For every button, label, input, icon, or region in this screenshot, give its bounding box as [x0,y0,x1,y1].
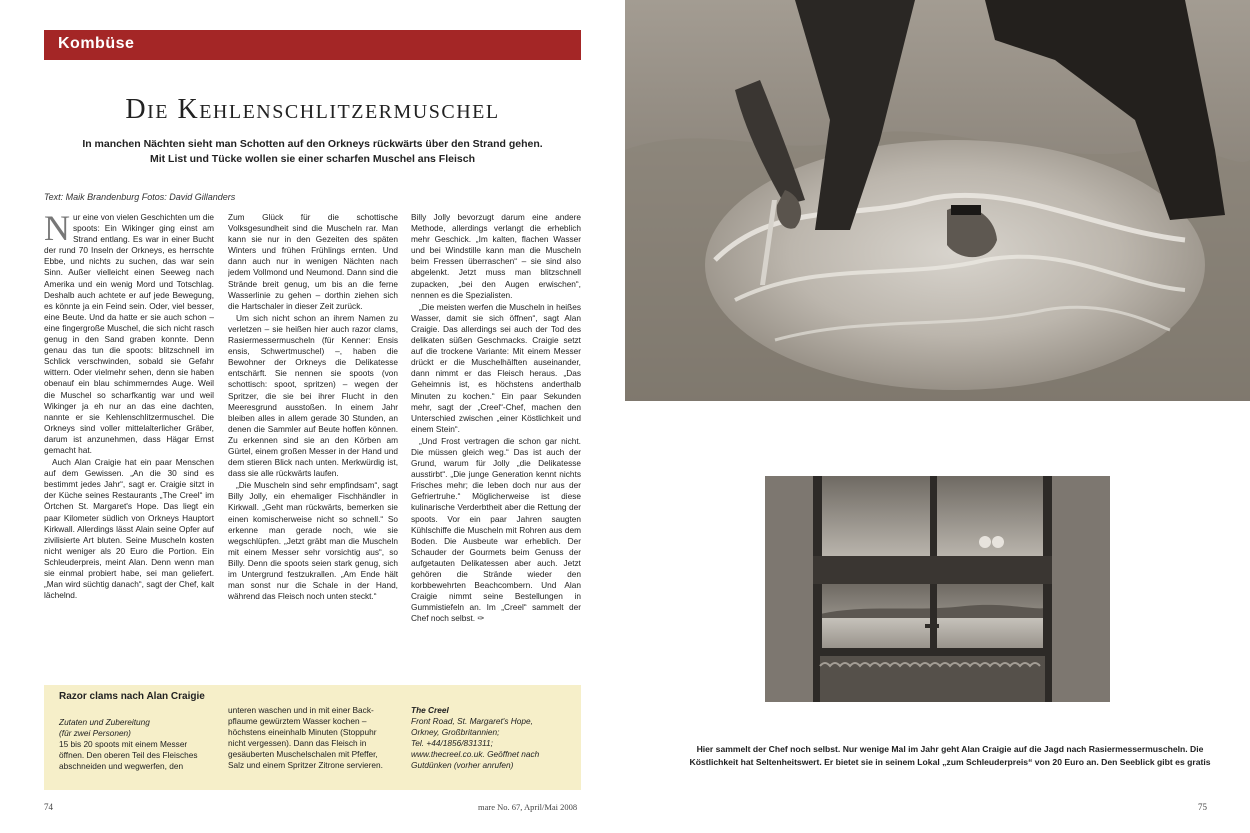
recipe-box [44,685,581,790]
deck-line: Mit List und Tücke wollen sie einer scharfen Muschel ans Fleisch [149,153,475,165]
caption-line: Köstlichkeit hat Seltenheitswert. Er bietet sie in seinem Lokal „zum Schleuderpreis“ von 20 Euro an. Den Seeblick gibt es gratis [689,757,1211,767]
restaurant-line: Tel. +44/1856/831311; [411,738,493,749]
restaurant-line: Front Road, St. Margaret's Hope, [411,716,533,727]
section-label: Kombüse [58,35,135,52]
article-deck [44,137,581,167]
page-number-right: 75 [1198,802,1207,812]
photo-window-seaview-image [765,476,1110,702]
recipe-line: höchstens eineinhalb Minuten (Stoppuhr [228,727,377,738]
photo-clam-hunter-image [625,0,1250,401]
photo-window-seaview [765,476,1110,702]
section-banner [44,30,581,60]
recipe-servings: (für zwei Personen) [59,728,131,739]
restaurant-name: The Creel [411,705,449,715]
restaurant-line: Gutdünken (vorher anrufen) [411,760,514,771]
recipe-line: Salz und einem Spritzer Zitrone servieren. [228,760,383,771]
text-column-3 [411,212,581,680]
drop-cap: N [44,212,70,248]
deck-line: In manchen Nächten sieht man Schotten auf den Orkneys rückwärts über den Strand gehen. [82,138,543,150]
caption-line: Hier sammelt der Chef noch selbst. Nur wenige Mal im Jahr geht Alan Craigie auf die Jagd nach Rasiermessermuscheln. Die [696,744,1204,754]
restaurant-info [411,705,581,772]
right-page [625,0,1250,833]
paragraph: „Die meisten werfen die Muscheln in heißes Wasser, damit sie sich öffnen“, sagt Alan Craigie. Das allerdings sei auch der Tod des delikaten süßen Geschmacks. Craigie setzt auf die trockene Variante: Mit einem Messer drückt er die Muschelhälften auseinander, dann nimmt er das Fleisch heraus. „Das Geheimnis ist, es höchstens anderthalb Minuten zu kochen.“ Ein paar Sekunden mehr, sagt der „Creel“-Chef, machen den Unterschied zwischen „einer Köstlichkeit und einem Stein“. [411,301,581,434]
restaurant-line: Orkney, Großbritannien; [411,727,500,738]
paragraph: Zum Glück für die schottische Volksgesundheit sind die Muscheln rar. Man kann sie nur in den Gezeiten des späten Winters und frühen Frühlings ernten. Und dann auch nur in wenigen Nächten nach jedem Vollmond und Neumond. Dann sind die Strände breit genug, um bis an die ferne Wasserlinie zu gehen – dorthin ziehen sich die Hartschaler in dieser Zeit zurück. [228,212,398,311]
recipe-line: abschneiden und wegwerfen, den [59,761,184,772]
recipe-line: 15 bis 20 spoots mit einem Messer [59,739,188,750]
paragraph: Um sich nicht schon an ihrem Namen zu verletzen – sie heißen hier auch razor clams, Rasiermessermuscheln (für Kenner: Ensis ensis, Schwertmuschel) –, haben die Bewohner der Orkneys die Delikatesse entschärft. Sie nennen sie spoots (von schottisch: spoot, spritzen) – wegen der Spritzer, die sie bei ihrer Flucht in den Meeresgrund ausstoßen. In einem Jahr bleiben alles in allem gerade 30 Stunden, an denen die Sammler auf Beute hoffen können. Zu erkennen sind sie an den Körben am Gürtel, einem großen Messer in der Hand und dem stieren Blick nach unten. Merkwürdig ist, dass sie alle rückwärts laufen. [228,312,398,479]
recipe-subtitle: Zutaten und Zubereitung [59,717,150,727]
paragraph: Auch Alan Craigie hat ein paar Menschen auf dem Gewissen. „An die 30 sind es bestimmt jedes Jahr“, sagt er. Craigie sitzt in der Küche seines Restaurants „The Creel“ im Örtchen St. Margaret's Hope. Das liegt ein paar Kilometer südlich von Orkneys Hauptort Kirkwall. Allerdings lässt Alain seine Opfer auf zivilisierte Art bluten. Seine Muscheln kosten nicht weniger als 20 Euro die Portion. Ein Schleuderpreis, meint Alan. Denn wenn man sie einmal probiert habe, sei man geliefert. „Man wird süchtig danach“, sagt der Chef, kalt lächelnd. [44,457,214,601]
recipe-line: gesäuberten Muschelschalen mit Pfeffer, [228,749,378,760]
photo-caption [655,743,1245,769]
article-headline: Die Kehlenschlitzermuschel [125,94,500,125]
paragraph [44,212,214,456]
paragraph: „Und Frost vertragen die schon gar nicht. Die müssen gleich weg.“ Das ist auch der Grund, warum für Jolly „die Delikatesse ausstirbt“. „Die junge Generation kennt nichts Frisches mehr; die leben doch nur aus der Gefriertruhe.“ Möglicherweise ist diese kulinarische Verderbtheit aber die Rettung der spoots. Vor ein paar Jahren saugten Kühlschiffe die Muscheln mit Rohren aus dem Boden. Die Ausbeute war erheblich. Der Schauder der Gourmets beim Genuss der aufgetauten Delikatessen aber auch. Jetzt gehören die Strände wieder den korbbewehrten Beachcombern. Und Alan Craigie nimmt seine Bestellungen in Gummistiefeln an. Im „Creel“ sammelt der Chef noch selbst. ✑ [411,435,581,624]
photo-clam-hunter [625,0,1250,401]
restaurant-line: www.thecreel.co.uk. Geöffnet nach [411,749,540,760]
magazine-issue: mare No. 67, April/Mai 2008 [478,802,578,812]
recipe-line: unteren waschen und in mit einer Back- [228,705,374,715]
text-column-2 [228,212,398,680]
text-column-1 [44,212,214,680]
article-credits: Text: Maik Brandenburg Fotos: David Gillanders [44,192,236,202]
paragraph: „Die Muscheln sind sehr empfindsam“, sagt Billy Jolly, ein ehemaliger Fischhändler in Kirkwall. „Geht man rückwärts, bemerken sie einen komischerweise nicht so schnell.“ So erkenne man gerade noch, wie sie wegschlüpfen. „Jetzt gräbt man die Muscheln mit einem Messer sehr vorsichtig aus“, so Billy. Denn die spoots seien stark genug, sich im Untergrund festzukrallen. „Am Ende hält man sonst nur die Schale in der Hand, während das Fleisch noch unten steckt.“ [228,480,398,602]
paragraph: Billy Jolly bevorzugt darum eine andere Methode, allerdings verlangt die erheblich mehr Geschick. „Im kalten, flachen Wasser und bei Windstille kann man die Muscheln beim Fressen überraschen“ – sie sind also abgelenkt. Jetzt muss man blitzschnell zupacken, „bei den Augen erwischen“, nennen es die Spezialisten. [411,212,581,300]
recipe-title: Razor clams nach Alan Craigie [59,691,205,702]
page-number-left: 74 [44,802,53,812]
recipe-column-1 [59,717,229,772]
recipe-line: nicht vergessen). Dann das Fleisch in [228,738,367,749]
paragraph-text: ur eine von vielen Geschichten um die spoots: Ein Wikinger ging einst am Strand entlang. Es war in einer Bucht der rund 70 Inseln der Orkneys, es herrschte Ebbe, und nichts zu suchen, das war sein Sinn. Außer vielleicht einen Seeweg nach Amerika und ein wenig Mord und Totschlag. Deshalb auch achtete er auf jede Bewegung, es könnte ja ein Feind sein. Oder, viel besser, eine Beute. Und da hatte er sie auch schon – eine fingergroße Muschel, die sich nicht rasch genug in den Sand graben konnte. Denn genau das tun die spoots: blitzschnell im Schlick verschwinden, sobald sie Gefahr wittern. Oder vielmehr sehen, denn sie haben obenauf ein blau schimmerndes Auge. Weil die Muschel so scharfkantig war und weil Wikinger ja eh nur an das eine dachten, nannte er sie Kehlenschlitzermuschel. Die Orkneys sind voller mittelalterlicher Gräber, darum ist anzunehmen, dass Hägar Ernst gemacht hat. [44,212,214,455]
recipe-column-2 [228,705,398,772]
recipe-line: öffnen. Den oberen Teil des Fleisches [59,750,198,761]
recipe-line: pflaume gewürztem Wasser kochen – [228,716,367,727]
